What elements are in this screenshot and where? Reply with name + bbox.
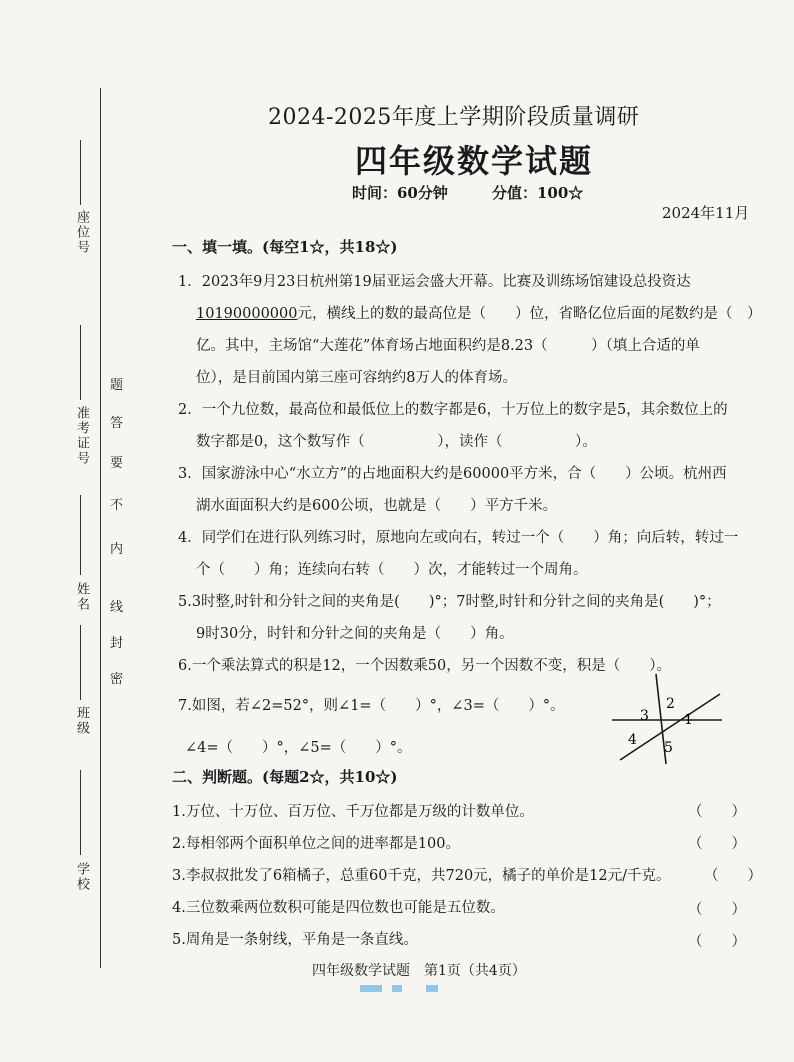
seat-line <box>80 140 81 205</box>
question-line: 1．2023年9月23日杭州第19届亚运会盛大开幕。比赛及训练场馆建设总投资达 <box>178 274 691 290</box>
binding-line <box>100 88 101 968</box>
answer-bracket: （ ） <box>688 934 746 950</box>
school-line <box>80 770 81 855</box>
question-line <box>196 302 761 323</box>
question-line: 湖水面面积大约是600公顷，也就是（ ）平方千米。 <box>196 498 558 514</box>
angle-label: 4 <box>628 732 637 748</box>
question-line: 5.3时整,时针和分针之间的夹角是( )°；7时整,时针和分针之间的夹角是( )°； <box>178 594 721 610</box>
answer-bracket: （ ） <box>688 804 746 820</box>
underlined-number: 10190000000 <box>196 306 298 322</box>
exam-time: 时间：60分钟 <box>352 184 448 202</box>
judge-item: 5.周角是一条射线，平角是一条直线。 <box>172 932 418 948</box>
ticket-line <box>80 325 81 400</box>
seal-char: 答 <box>110 416 124 431</box>
angle-label: 5 <box>664 740 673 756</box>
answer-bracket: （ ） <box>688 836 746 852</box>
answer-bracket: （ ） <box>688 902 746 918</box>
seat-label: 座位号 <box>74 210 89 255</box>
judge-item: 1.万位、十万位、百万位、千万位都是万级的计数单位。 <box>172 804 534 820</box>
seal-char: 密 <box>110 672 124 687</box>
question-line: 6.一个乘法算式的积是12，一个因数乘50，另一个因数不变，积是（ ）。 <box>178 658 671 674</box>
question-line: 9时30分，时针和分针之间的夹角是（ ）角。 <box>196 626 514 642</box>
question-line: 2．一个九位数，最高位和最低位上的数字都是6，十万位上的数字是5，其余数位上的 <box>178 402 728 418</box>
seal-char: 题 <box>110 378 124 393</box>
judge-item: 4.三位数乘两位数积可能是四位数也可能是五位数。 <box>172 900 505 916</box>
question-line: 3．国家游泳中心“水立方”的占地面积大约是60000平方米，合（ ）公顷。杭州西 <box>178 466 727 482</box>
exam-score: 分值：100☆ <box>492 184 584 202</box>
exam-subtitle: 四年级数学试题 <box>355 142 594 180</box>
seal-char: 要 <box>110 456 124 471</box>
judge-item: 3.李叔叔批发了6箱橘子，总重60千克，共720元，橘子的单价是12元/千克。 <box>172 868 671 884</box>
question-line: ∠4=（ ）°，∠5=（ ）°。 <box>185 740 412 756</box>
answer-bracket: （ ） <box>704 868 762 884</box>
seal-char: 不 <box>110 498 124 513</box>
ticket-label: 准考证号 <box>74 406 89 466</box>
scan-mark <box>426 985 438 992</box>
school-label: 学校 <box>74 862 89 892</box>
exam-title: 2024-2025年度上学期阶段质量调研 <box>268 105 640 130</box>
name-line <box>80 495 81 575</box>
scan-mark <box>360 985 382 992</box>
question-line: 个（ ）角；连续向右转（ ）次，才能转过一个周角。 <box>196 562 588 578</box>
seal-char: 线 <box>110 600 124 615</box>
judge-item: 2.每相邻两个面积单位之间的进率都是100。 <box>172 836 461 852</box>
question-line: 亿。其中，主场馆“大莲花”体育场占地面积约是8.23（ ）（填上合适的单 <box>196 338 700 354</box>
angle-figure <box>610 672 730 768</box>
angle-label: 1 <box>684 712 693 728</box>
question-line: 7.如图，若∠2=52°，则∠1=（ ）°，∠3=（ ）°。 <box>178 698 565 714</box>
name-label: 姓名 <box>74 582 89 612</box>
class-label: 班级 <box>74 706 89 736</box>
seal-char: 内 <box>110 542 124 557</box>
scan-mark <box>392 985 402 992</box>
question-text: 元，横线上的数的最高位是（ ）位，省略亿位后面的尾数约是（ ） <box>297 306 762 322</box>
section2-heading: 二、判断题。(每题2☆，共10☆) <box>172 768 398 786</box>
question-line: 位），是目前国内第三座可容纳约8万人的体育场。 <box>196 370 517 386</box>
class-line <box>80 625 81 700</box>
exam-date: 2024年11月 <box>662 204 750 222</box>
question-line: 4．同学们在进行队列练习时，原地向左或向右，转过一个（ ）角；向后转，转过一 <box>178 530 739 546</box>
angle-label: 2 <box>666 696 675 712</box>
page-footer: 四年级数学试题 第1页（共4页） <box>312 963 526 979</box>
seal-char: 封 <box>110 636 124 651</box>
angle-label: 3 <box>640 708 649 724</box>
section1-heading: 一、填一填。(每空1☆，共18☆) <box>172 238 398 256</box>
question-line: 数字都是0，这个数写作（ ），读作（ ）。 <box>196 434 597 450</box>
